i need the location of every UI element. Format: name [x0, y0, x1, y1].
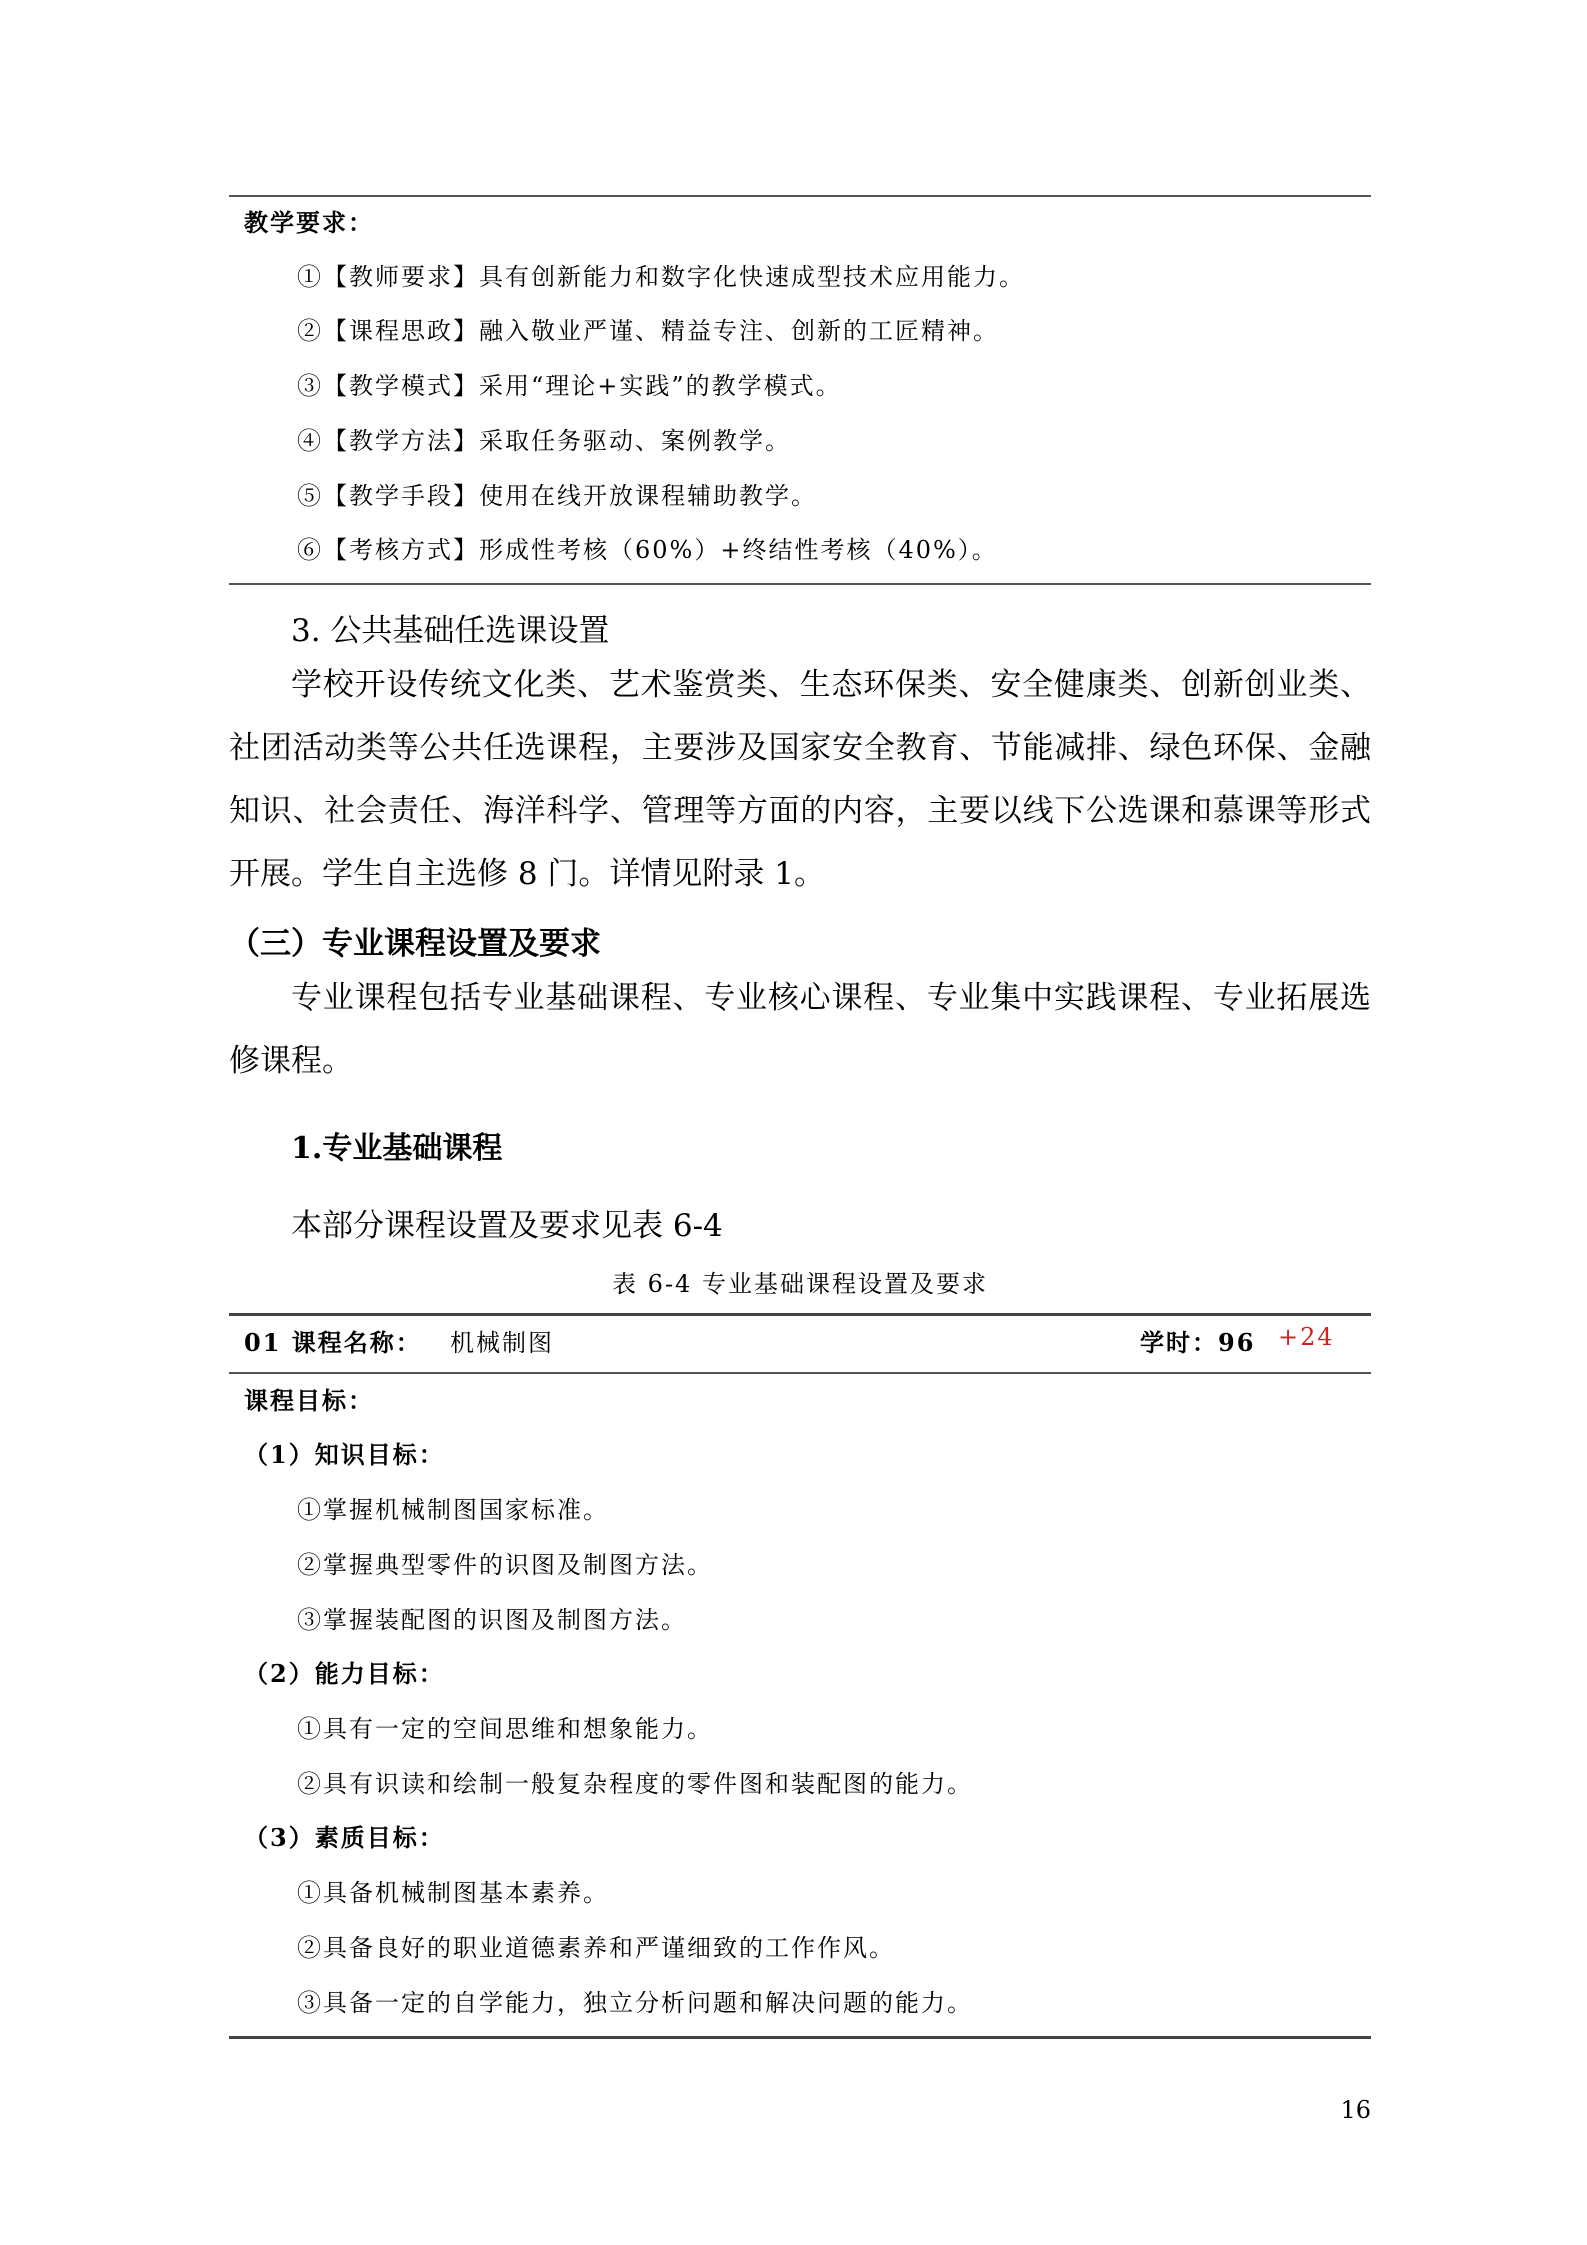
teaching-item: ⑤【教学手段】使用在线开放课程辅助教学。 [297, 482, 817, 510]
knowledge-item: ②掌握典型零件的识图及制图方法。 [297, 1551, 713, 1579]
knowledge-item: ①掌握机械制图国家标准。 [297, 1496, 609, 1524]
section3-paragraph: 学校开设传统文化类、艺术鉴赏类、生态环保类、安全健康类、创新创业类、社团活动类等公共任选课程，主要涉及国家安全教育、节能减排、绿色环保、金融知识、社会责任、海洋科学、管理等方面的内容，主要以线下公选课和慕课等形式开展。学生自主选修 8 门。详情见附录 1。 [229, 667, 1371, 892]
teaching-requirements-heading: 教学要求： [244, 208, 374, 237]
course-name-value: 机械制图 [450, 1329, 554, 1357]
course-header-rule [229, 1372, 1371, 1374]
course-goals-heading: 课程目标： [244, 1386, 374, 1415]
quality-item: ①具备机械制图基本素养。 [297, 1879, 609, 1907]
course-name-label: 01 课程名称： [244, 1328, 422, 1357]
table-top-rule [229, 195, 1371, 197]
teaching-item: ③【教学模式】采用“理论+实践”的教学模式。 [297, 372, 842, 400]
knowledge-item: ③掌握装配图的识图及制图方法。 [297, 1606, 687, 1634]
page-number: 16 [1340, 2096, 1371, 2124]
quality-item: ②具备良好的职业道德素养和严谨细致的工作作风。 [297, 1934, 895, 1962]
ability-item: ①具有一定的空间思维和想象能力。 [297, 1715, 713, 1743]
section3-title: 3. 公共基础任选课设置 [291, 613, 610, 649]
course-hours-label: 学时：96 [1140, 1328, 1256, 1357]
major-section-paragraph: 专业课程包括专业基础课程、专业核心课程、专业集中实践课程、专业拓展选修课程。 [229, 980, 1371, 1079]
course-table-bottom-rule [229, 2036, 1371, 2039]
teaching-item: ①【教师要求】具有创新能力和数字化快速成型技术应用能力。 [297, 263, 1025, 291]
teaching-item: ②【课程思政】融入敬业严谨、精益专注、创新的工匠精神。 [297, 317, 999, 345]
quality-item: ③具备一定的自学能力，独立分析问题和解决问题的能力。 [297, 1989, 973, 2017]
subsection1-title: 1.专业基础课程 [291, 1131, 503, 1166]
teaching-item: ⑥【考核方式】形成性考核（60%）+终结性考核（40%）。 [297, 536, 998, 564]
teaching-item: ④【教学方法】采取任务驱动、案例教学。 [297, 427, 791, 455]
course-table-top-rule [229, 1313, 1371, 1316]
subsection1-note: 本部分课程设置及要求见表 6-4 [291, 1208, 723, 1244]
table-caption: 表 6-4 专业基础课程设置及要求 [612, 1270, 988, 1298]
course-hours-extra: +24 [1278, 1323, 1335, 1351]
ability-item: ②具有识读和绘制一般复杂程度的零件图和装配图的能力。 [297, 1770, 973, 1798]
knowledge-goals-heading: （1）知识目标： [244, 1440, 445, 1469]
quality-goals-heading: （3）素质目标： [244, 1823, 445, 1852]
table-bottom-rule [229, 583, 1371, 585]
major-section-title: （三）专业课程设置及要求 [229, 926, 601, 962]
ability-goals-heading: （2）能力目标： [244, 1659, 445, 1688]
